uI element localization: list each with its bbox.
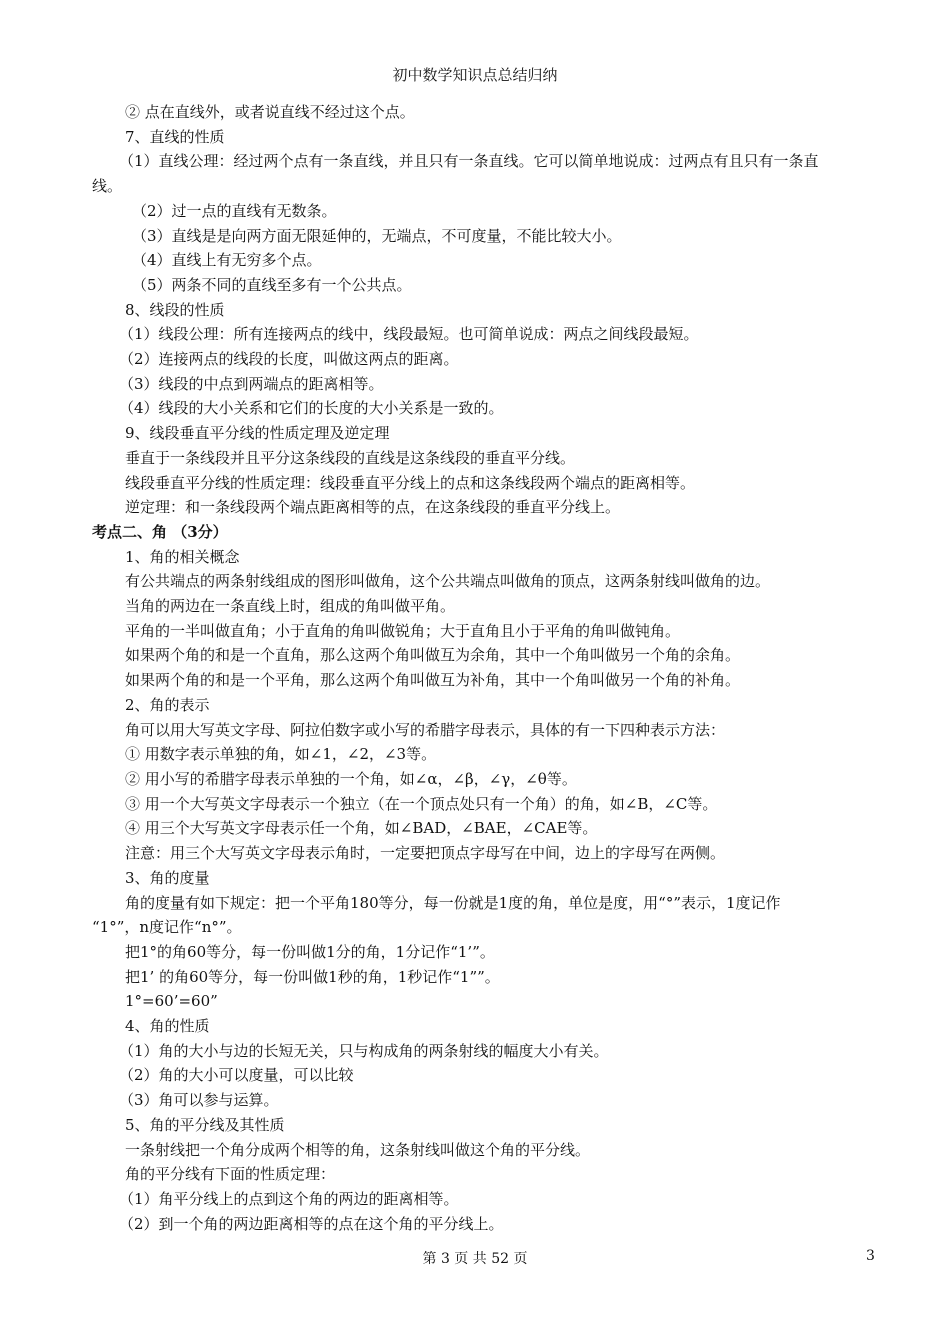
text-line: 8、线段的性质 [125,300,225,319]
text-line: （3）直线是是向两方面无限延伸的，无端点，不可度量，不能比较大小。 [132,226,622,245]
text-line: （3）线段的中点到两端点的距离相等。 [119,374,384,393]
document-body [92,100,892,1236]
text-line: 如果两个角的和是一个平角，那么这两个角叫做互为补角，其中一个角叫做另一个角的补角。 [125,671,741,690]
text-line: 当角的两边在一条直线上时，组成的角叫做平角。 [125,597,456,616]
text-line: 线段垂直平分线的性质定理：线段垂直平分线上的点和这条线段两个端点的距离相等。 [125,473,696,492]
text-line: （2）连接两点的线段的长度，叫做这两点的距离。 [119,350,459,369]
text-line: ③ 用一个大写英文字母表示一个独立（在一个顶点处只有一个角）的角，如∠B，∠C等。 [125,794,718,813]
text-line: 2、角的表示 [125,695,210,714]
text-line: （3）角可以参与运算。 [119,1091,279,1110]
section-heading: 考点二、角 （3分） [92,522,228,541]
text-line: 1、角的相关概念 [125,547,240,566]
text-line: ② 用小写的希腊字母表示单独的一个角，如∠α，∠β，∠γ，∠θ等。 [125,769,577,788]
text-line: 有公共端点的两条射线组成的图形叫做角，这个公共端点叫做角的顶点，这两条射线叫做角的边。 [125,572,771,591]
text-line: ② 点在直线外，或者说直线不经过这个点。 [125,103,415,121]
text-line: 把1’ 的角60等分，每一份叫做1秒的角，1秒记作“1””。 [125,967,500,986]
page-number: 3 [866,1248,875,1264]
text-line: “1°”，n度记作“n°”。 [92,918,242,937]
text-line: （2）到一个角的两边距离相等的点在这个角的平分线上。 [119,1214,504,1233]
text-line: （1）线段公理：所有连接两点的线中，线段最短。也可简单说成：两点之间线段最短。 [119,325,699,344]
text-line: 7、直线的性质 [125,127,225,146]
text-line: （2）过一点的直线有无数条。 [132,201,337,220]
text-line: 注意：用三个大写英文字母表示角时，一定要把顶点字母写在中间，边上的字母写在两侧。 [125,844,726,863]
text-line: ① 用数字表示单独的角，如∠1，∠2，∠3等。 [125,745,437,764]
text-line: 平角的一半叫做直角；小于直角的角叫做锐角；大于直角且小于平角的角叫做钝角。 [125,621,681,640]
text-line: （1）直线公理：经过两个点有一条直线，并且只有一条直线。它可以简单地说成：过两点有且只有一条直 [119,152,819,171]
text-line: 线。 [92,177,123,196]
text-line: （1）角的大小与边的长短无关，只与构成角的两条射线的幅度大小有关。 [119,1041,609,1060]
text-line: （5）两条不同的直线至多有一个公共点。 [132,275,412,294]
text-line: 3、角的度量 [125,868,210,887]
text-line: 把1°的角60等分，每一份叫做1分的角，1分记作“1’”。 [125,942,495,961]
page-footer-label: 第 3 页 共 52 页 [422,1251,528,1267]
text-line: 如果两个角的和是一个直角，那么这两个角叫做互为余角，其中一个角叫做另一个角的余角。 [125,646,741,665]
text-line: 垂直于一条线段并且平分这条线段的直线是这条线段的垂直平分线。 [125,448,576,467]
text-line: 角可以用大写英文字母、阿拉伯数字或小写的希腊字母表示，具体的有一下四种表示方法： [125,720,726,739]
text-line: 角的平分线有下面的性质定理： [125,1165,336,1184]
page-header-title: 初中数学知识点总结归纳 [392,66,558,84]
text-line: 一条射线把一个角分成两个相等的角，这条射线叫做这个角的平分线。 [125,1140,591,1159]
text-line: （2）角的大小可以度量，可以比较 [119,1066,354,1085]
text-line: 5、角的平分线及其性质 [125,1115,285,1134]
text-line: 角的度量有如下规定：把一个平角180等分，每一份就是1度的角，单位是度，用“°”表示，1度记作 [125,893,781,912]
text-line: （4）线段的大小关系和它们的长度的大小关系是一致的。 [119,399,504,418]
text-line: 9、线段垂直平分线的性质定理及逆定理 [125,424,390,443]
text-line: 逆定理：和一条线段两个端点距离相等的点，在这条线段的垂直平分线上。 [125,498,621,517]
text-line: 1°=60’=60” [125,992,218,1011]
text-line: ④ 用三个大写英文字母表示任一个角，如∠BAD，∠BAE，∠CAE等。 [125,819,598,838]
text-line: （4）直线上有无穷多个点。 [132,251,322,270]
text-line: （1）角平分线上的点到这个角的两边的距离相等。 [119,1189,459,1208]
text-line: 4、角的性质 [125,1017,210,1036]
